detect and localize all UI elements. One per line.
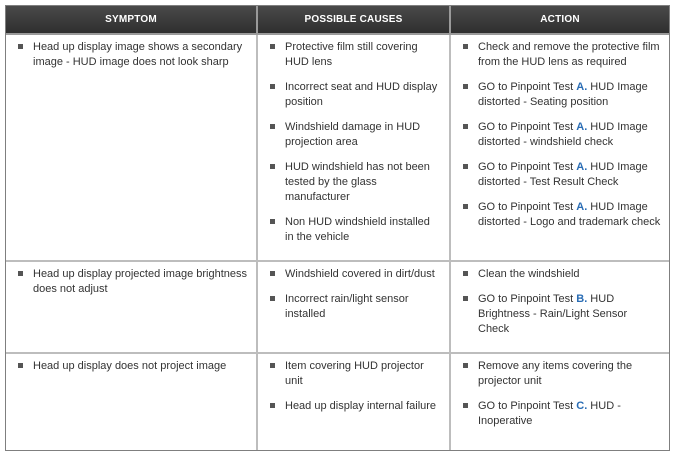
table-row [6,262,669,354]
action-text: GO to Pinpoint Test [478,121,577,133]
action-item [463,292,661,337]
header-symptom: SYMPTOM [105,14,157,25]
action-text: GO to Pinpoint Test [478,201,577,213]
causes-cell [256,35,449,260]
cause-item: Windshield damage in HUD projection area [270,120,441,150]
pinpoint-test-link[interactable]: B. [576,293,588,305]
action-cell [449,262,669,352]
symptom-cell [6,35,256,260]
pinpoint-test-link[interactable]: A. [576,161,588,173]
action-text: GO to Pinpoint Test [478,161,577,173]
cause-item: Incorrect seat and HUD display position [270,80,441,110]
action-text: GO to Pinpoint Test [478,293,577,305]
diagnostic-table [5,5,670,451]
action-cell [449,354,669,450]
header-action: ACTION [449,6,669,33]
cause-item: Protective film still covering HUD lens [270,40,441,70]
action-item [463,160,661,190]
cause-item: Incorrect rain/light sensor installed [270,292,441,322]
symptom-item: Head up display image shows a secondary image - HUD image does not look sharp [18,40,248,70]
action-item [463,120,661,150]
causes-cell [256,262,449,352]
symptom-cell [6,262,256,352]
action-text: HUD Image distorted - Seating position [478,81,648,108]
header-possible-causes: POSSIBLE CAUSES [256,6,449,33]
table-row [6,35,669,262]
action-item: Clean the windshield [463,267,661,282]
action-item: Check and remove the protective film from the HUD lens as required [463,40,661,70]
pinpoint-test-link[interactable]: A. [576,201,588,213]
pinpoint-test-link[interactable]: A. [576,121,588,133]
table-header [6,6,669,35]
symptom-item: Head up display projected image brightness does not adjust [18,267,248,297]
cause-item: Head up display internal failure [270,399,441,414]
action-text: GO to Pinpoint Test [478,81,577,93]
pinpoint-test-link[interactable]: C. [576,400,588,412]
cause-item: Windshield covered in dirt/dust [270,267,441,282]
action-text: HUD Image distorted - Logo and trademark check [478,201,661,228]
action-cell [449,35,669,260]
cause-item: Item covering HUD projector unit [270,359,441,389]
symptom-cell [6,354,256,450]
causes-cell [256,354,449,450]
action-item: Remove any items covering the projector unit [463,359,661,389]
action-item [463,200,661,230]
action-text: GO to Pinpoint Test [478,400,577,412]
pinpoint-test-link[interactable]: A. [576,81,588,93]
action-text: HUD Brightness - Rain/Light Sensor Check [478,293,628,335]
cause-item: Non HUD windshield installed in the vehicle [270,215,441,245]
symptom-item: Head up display does not project image [18,359,248,374]
action-text: HUD - Inoperative [478,400,621,427]
action-item [463,80,661,110]
table-row [6,354,669,450]
action-text: HUD Image distorted - windshield check [478,121,648,148]
action-item [463,399,661,429]
action-text: HUD Image distorted - Test Result Check [478,161,648,188]
cause-item: HUD windshield has not been tested by the glass manufacturer [270,160,441,205]
